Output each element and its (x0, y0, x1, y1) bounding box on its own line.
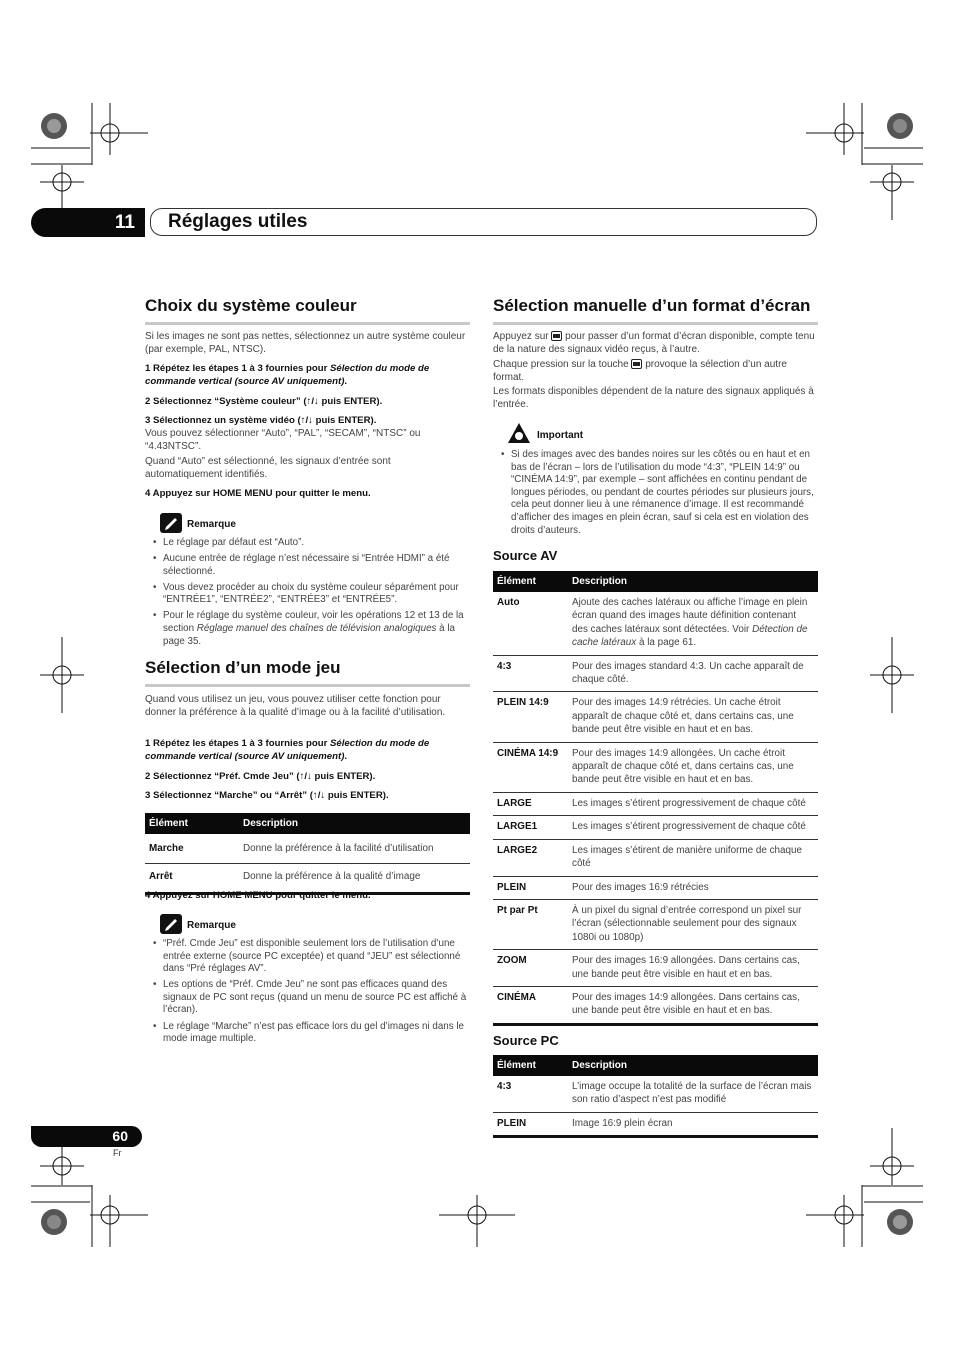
table-header: Description (568, 571, 818, 592)
section-title-game-mode: Sélection d’un mode jeu (145, 658, 470, 687)
section-title-color-system: Choix du système couleur (145, 296, 470, 325)
format-intro-b: Chaque pression sur la touche provoque la sélection d’un autre format. (493, 359, 787, 383)
table-header: Élément (145, 813, 239, 834)
table-header: Description (568, 1055, 818, 1076)
table-row: LARGE1 Les images s’étirent progressivement de chaque côté (493, 816, 818, 839)
source-av-table (493, 571, 818, 1026)
screen-format-button-icon (631, 359, 642, 369)
screen-format-button-icon (551, 331, 562, 341)
format-intro-a: Appuyez sur pour passer d’un format d’écran disponible, compte tenu de la nature des signaux vidéo reçus, à l’autre. (493, 331, 815, 355)
note-pencil-icon (160, 914, 182, 934)
table-row: Arrêt Donne la préférence à la qualité d’image (145, 864, 470, 893)
list-item: • Le réglage “Marche” n’est pas efficace lors du gel d’images ni dans le mode image multiple. (153, 1021, 470, 1046)
list-item: • “Préf. Cmde Jeu” est disponible seulement lors de l’utilisation d’une entrée externe (source PC exceptée) et quand “JEU” est sélectionné dans “Pré réglages AV”. (153, 938, 470, 976)
table-row: Marche Donne la préférence à la facilité d’utilisation (145, 834, 470, 864)
note-pencil-icon (160, 513, 182, 533)
list-item: • Le réglage par défaut est “Auto”. (153, 537, 470, 550)
chapter-title: Réglages utiles (168, 211, 308, 232)
color-step-2: 2 Sélectionnez “Système couleur” (↑/↓ puis ENTER). (145, 396, 383, 407)
format-intro-c: Les formats disponibles dépendent de la nature des signaux appliqués à l’entrée. (493, 386, 814, 410)
table-header: Élément (493, 571, 568, 592)
important-label: Important (537, 430, 584, 441)
table-row: PLEIN 14:9 Pour des images 14:9 rétrécies. Un cache étroit apparaît de chaque côté et, dans certains cas, une bande peut être visible en haut et en bas. (493, 692, 818, 742)
table-row: ZOOM Pour des images 16:9 allongées. Dans certains cas, une bande peut être visible en haut et en bas. (493, 950, 818, 987)
table-header: Description (239, 813, 470, 834)
list-item: • Vous devez procéder au choix du système couleur séparément pour “ENTRÉE1”, “ENTRÉE2”, “ENTRÉE3” et “ENTRÉE5”. (153, 582, 470, 607)
game-step-3: 3 Sélectionnez “Marche” ou “Arrêt” (↑/↓ puis ENTER). (145, 790, 389, 801)
table-row: Pt par Pt À un pixel du signal d’entrée correspond un pixel sur l’écran (sélectionnable seulement pour des signaux 1080i ou 1080p) (493, 899, 818, 949)
color-step-1: 1 Répétez les étapes 1 à 3 fournies pour Sélection du mode de commande vertical (source AV uniquement). (145, 363, 430, 387)
table-row: LARGE Les images s’étirent progressivement de chaque côté (493, 792, 818, 815)
game-step-4: 4 Appuyez sur HOME MENU pour quitter le menu. (145, 890, 371, 901)
color-step-4: 4 Appuyez sur HOME MENU pour quitter le menu. (145, 488, 371, 499)
page-number: 60 (31, 1126, 142, 1147)
list-item: • Aucune entrée de réglage n’est nécessaire si “Entrée HDMI” a été sélectionné. (153, 553, 470, 578)
table-row: 4:3 Pour des images standard 4:3. Un cache apparaît de chaque côté. (493, 655, 818, 692)
table-row: PLEIN Image 16:9 plein écran (493, 1112, 818, 1136)
color-notes-list (153, 537, 470, 652)
color-step-3: 3 Sélectionnez un système vidéo (↑/↓ puis ENTER). (145, 415, 377, 426)
note-label: Remarque (187, 920, 236, 931)
table-row: LARGE2 Les images s’étirent de manière uniforme de chaque côté (493, 839, 818, 876)
source-pc-title: Source PC (493, 1033, 559, 1048)
note-label: Remarque (187, 519, 236, 530)
list-item: • Les options de “Préf. Cmde Jeu” ne sont pas efficaces quand des signaux de PC sont reçus (quand un menu de source PC est affiché à l’écran). (153, 979, 470, 1017)
important-notes-list (501, 449, 819, 541)
table-row: Auto Ajoute des caches latéraux ou affiche l’image en plein écran quand des images haute définition contenant des caches latéraux sont détectées. Voir Détection de cache latéraux à la page 61. (493, 592, 818, 655)
source-pc-table (493, 1055, 818, 1138)
color-intro: Si les images ne sont pas nettes, sélectionnez un autre système couleur (par exemple, PAL, NTSC). (145, 331, 466, 355)
source-av-title: Source AV (493, 548, 558, 563)
table-row: PLEIN Pour des images 16:9 rétrécies (493, 876, 818, 899)
warning-icon (507, 422, 531, 444)
table-row: 4:3 L’image occupe la totalité de la surface de l’écran mais son ratio d’aspect n’est pas modifié (493, 1076, 818, 1112)
page-language: Fr (113, 1148, 122, 1158)
table-row: CINÉMA Pour des images 14:9 allongées. Dans certains cas, une bande peut être visible en haut et en bas. (493, 986, 818, 1024)
section-title-screen-format: Sélection manuelle d’un format d’écran (493, 296, 818, 325)
list-item: • Si des images avec des bandes noires sur les côtés ou en haut et en bas de l’écran – lors de l’utilisation du mode “4:3”, “PLEIN 14:9” ou “CINÉMA 14:9”, par exemple – sont affichées en continu pendant de longues périodes, ou pendant de courtes périodes sur plusieurs jours, cela peut donner lieu à une rémanence d’image. Il est recommandé d’afficher des images en plein écran, sauf si cela est en violation des droits d’auteurs. (501, 449, 819, 537)
color-step-3-text-a: Vous pouvez sélectionner “Auto”, “PAL”, “SECAM”, “NTSC” ou “4.43NTSC”. (145, 428, 421, 452)
table-row: CINÉMA 14:9 Pour des images 14:9 allongées. Un cache étroit apparaît de chaque côté et, dans certains cas, une bande peut être visible en haut et en bas. (493, 742, 818, 792)
game-mode-table (145, 813, 470, 895)
game-notes-list (153, 938, 470, 1049)
game-step-2: 2 Sélectionnez “Préf. Cmde Jeu” (↑/↓ puis ENTER). (145, 771, 376, 782)
list-item: • Pour le réglage du système couleur, voir les opérations 12 et 13 de la section Réglage manuel des chaînes de télévision analogiques à la page 35. (153, 610, 470, 648)
game-intro: Quand vous utilisez un jeu, vous pouvez utiliser cette fonction pour donner la préférence à la qualité d’image ou à la facilité d’utilisation. (145, 694, 446, 718)
color-step-3-text-b: Quand “Auto” est sélectionné, les signaux d’entrée sont automatiquement identifiés. (145, 456, 391, 480)
chapter-number: 11 (31, 208, 145, 237)
game-step-1: 1 Répétez les étapes 1 à 3 fournies pour Sélection du mode de commande vertical (source AV uniquement). (145, 738, 430, 762)
table-header: Élément (493, 1055, 568, 1076)
